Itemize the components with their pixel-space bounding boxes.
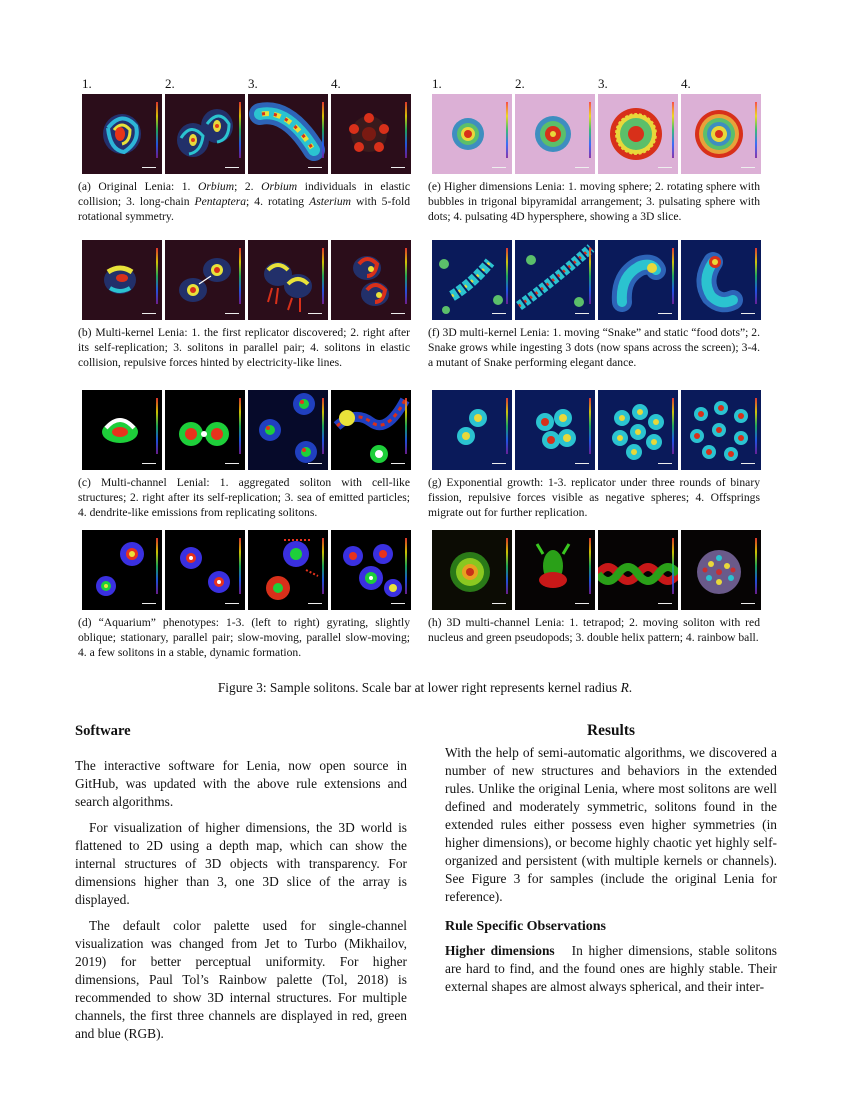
pentaptera-image bbox=[248, 94, 328, 174]
scale-bar bbox=[741, 603, 755, 604]
paragraph: The interactive software for Lenia, now open source in GitHub, was updated with the above rule extensions and search algorithms. bbox=[75, 758, 407, 809]
snake-mutant-dance-image-2 bbox=[681, 240, 761, 320]
scale-bar bbox=[391, 313, 405, 314]
colorbar bbox=[156, 248, 158, 304]
colorbar bbox=[672, 102, 674, 158]
stable-formation-image bbox=[331, 530, 411, 610]
parallel-pair-image bbox=[248, 240, 328, 320]
results-section bbox=[445, 722, 777, 996]
scale-bar bbox=[391, 167, 405, 168]
slow-moving-pair-image bbox=[248, 530, 328, 610]
scale-bar bbox=[575, 463, 589, 464]
moving-sphere-image bbox=[432, 94, 512, 174]
colorbar bbox=[322, 398, 324, 454]
binary-fission-image-2 bbox=[515, 390, 595, 470]
colorbar bbox=[589, 398, 591, 454]
stationary-pair-image bbox=[165, 530, 245, 610]
figure-panel-h bbox=[428, 512, 760, 645]
snake-ingesting-image bbox=[515, 240, 595, 320]
scale-bar bbox=[658, 463, 672, 464]
offspring-migration-image bbox=[681, 390, 761, 470]
scale-bar bbox=[391, 603, 405, 604]
asterium-image bbox=[331, 94, 411, 174]
self-replication-image bbox=[165, 240, 245, 320]
double-helix-image bbox=[598, 530, 678, 610]
colorbar bbox=[239, 102, 241, 158]
scale-bar bbox=[658, 313, 672, 314]
colorbar bbox=[322, 538, 324, 594]
scale-bar bbox=[492, 313, 506, 314]
colorbar bbox=[755, 102, 757, 158]
colorbar bbox=[672, 398, 674, 454]
snake-mutant-dance-image-1 bbox=[598, 240, 678, 320]
panel-caption-h: (h) 3D multi-channel Lenia: 1. tetrapod; 2. moving soliton with red nucleus and green pseudopods; 3. double helix pattern; 4. rainbow ball. bbox=[428, 616, 760, 644]
colorbar bbox=[589, 102, 591, 158]
figure-caption: Figure 3: Sample solitons. Scale bar at lower right represents kernel radius R. bbox=[217, 680, 633, 695]
scale-bar bbox=[308, 603, 322, 604]
colorbar bbox=[156, 538, 158, 594]
rotating-sphere-image bbox=[515, 94, 595, 174]
colorbar bbox=[506, 248, 508, 304]
scale-bar bbox=[575, 313, 589, 314]
paragraph: For visualization of higher dimensions, the 3D world is flattened to 2D using a depth map, which can show the internal structures of 3D objects with transparency. For dimensions higher than 3, one 3D slice of the array is displayed. bbox=[75, 820, 407, 907]
paragraph bbox=[445, 942, 777, 996]
colorbar bbox=[156, 398, 158, 454]
panel-number-3: 3. bbox=[248, 76, 258, 91]
panel-number-4: 4. bbox=[681, 76, 691, 91]
elastic-collision-image bbox=[331, 240, 411, 320]
colorbar bbox=[405, 102, 407, 158]
cell-like-soliton-image bbox=[82, 390, 162, 470]
section-heading: Software bbox=[75, 723, 131, 739]
colorbar bbox=[239, 398, 241, 454]
panel-number-1: 1. bbox=[82, 76, 92, 91]
scale-bar bbox=[492, 463, 506, 464]
snake-food-dots-image bbox=[432, 240, 512, 320]
dendrite-emissions-image bbox=[331, 390, 411, 470]
scale-bar bbox=[142, 167, 156, 168]
colorbar bbox=[755, 248, 757, 304]
panel-caption-g: (g) Exponential growth: 1-3. replicator under three rounds of binary fission, repulsive forces visible as negative spheres; 4. Offsprings migrate out for further replication. bbox=[428, 476, 760, 519]
multichannel-replication-image bbox=[165, 390, 245, 470]
colorbar bbox=[589, 538, 591, 594]
subsection-heading: Rule Specific Observations bbox=[445, 919, 606, 934]
paragraph-text: In higher dimensions, stable solitons are hard to find, and the found ones are highly stable. Their external shapes are almost always spherical, and their inter- bbox=[445, 943, 777, 994]
panel-number-3: 3. bbox=[598, 76, 608, 91]
scale-bar bbox=[492, 603, 506, 604]
figure-panel-f bbox=[428, 222, 760, 370]
scale-bar bbox=[225, 603, 239, 604]
scale-bar bbox=[575, 603, 589, 604]
scale-bar bbox=[142, 603, 156, 604]
colorbar bbox=[405, 538, 407, 594]
panel-number-4: 4. bbox=[331, 76, 341, 91]
figure-panel-c bbox=[78, 372, 410, 520]
figure-panel-e bbox=[428, 76, 760, 224]
scale-bar bbox=[142, 313, 156, 314]
scale-bar bbox=[142, 463, 156, 464]
panel-number-2: 2. bbox=[515, 76, 525, 91]
colorbar bbox=[239, 538, 241, 594]
paragraph: With the help of semi-automatic algorithms, we discovered a number of new structures and behaviors in the extended rules. Unlike the original Lenia, where most solitons are well defined and moderately symmetric, solitons found in the extended rules either possess even higher symmetries (in higher dimensions), or become highly chaotic yet highly self-organized and persistent (with multiple kernels or channels). See Figure 3 for samples (include the original Lenia for reference). bbox=[445, 745, 777, 904]
panel-caption-e: (e) Higher dimensions Lenia: 1. moving sphere; 2. rotating sphere with bubbles in trigonal bipyramidal arrangement; 3. pulsating sphere with dots; 4. pulsating 4D hypersphere, showing a 3D slice. bbox=[428, 180, 760, 223]
colorbar bbox=[755, 398, 757, 454]
colorbar bbox=[405, 248, 407, 304]
section-heading: Results bbox=[587, 722, 635, 739]
scale-bar bbox=[225, 167, 239, 168]
panel-caption-a: (a) Original Lenia: 1. Orbium; 2. Orbium individuals in elastic collision; 3. long-chain Pentaptera; 4. rotating Asterium with 5-fold rotational symmetry. bbox=[78, 180, 411, 223]
orbium-image bbox=[82, 94, 162, 174]
scale-bar bbox=[741, 463, 755, 464]
rainbow-ball-image bbox=[681, 530, 761, 610]
panel-number-2: 2. bbox=[165, 76, 175, 91]
software-section bbox=[75, 722, 407, 1043]
first-replicator-image bbox=[82, 240, 162, 320]
colorbar bbox=[405, 398, 407, 454]
panel-caption-c: (c) Multi-channel Lenial: 1. aggregated soliton with cell-like structures; 2. right after its self-replication; 3. sea of emitted particles; 4. dendrite-like emissions from replicating solitons. bbox=[78, 476, 410, 519]
scale-bar bbox=[658, 603, 672, 604]
scale-bar bbox=[658, 167, 672, 168]
figure-panel-b bbox=[78, 222, 410, 370]
pulsating-sphere-image bbox=[598, 94, 678, 174]
colorbar bbox=[506, 398, 508, 454]
gyrating-image bbox=[82, 530, 162, 610]
panel-number-1: 1. bbox=[432, 76, 442, 91]
red-nucleus-soliton-image bbox=[515, 530, 595, 610]
scale-bar bbox=[308, 313, 322, 314]
scale-bar bbox=[391, 463, 405, 464]
figure-panel-g bbox=[428, 372, 760, 520]
panel-caption-d: (d) “Aquarium” phenotypes: 1-3. (left to right) gyrating, slightly oblique; stationary, parallel pair; slow-moving, parallel slow-moving; 4. a few solitons in a stable, dynamic formation. bbox=[78, 616, 410, 659]
colorbar bbox=[672, 248, 674, 304]
colorbar bbox=[322, 102, 324, 158]
panel-numbers bbox=[78, 76, 410, 92]
paragraph: The default color palette used for single-channel visualization was changed from Jet to Turbo (Mikhailov, 2019) for better perceptual uniformity. For higher dimensions, Paul Tol’s Rainbow palette (Tol, 2018) is recommended to show 3D internal structures. For multiple channels, the first three channels are displayed in red, green and blue (RGB). bbox=[75, 918, 407, 1041]
colorbar bbox=[506, 102, 508, 158]
colorbar bbox=[755, 538, 757, 594]
panel-numbers bbox=[428, 76, 760, 92]
scale-bar bbox=[492, 167, 506, 168]
emitted-particles-image bbox=[248, 390, 328, 470]
scale-bar bbox=[308, 463, 322, 464]
scale-bar bbox=[225, 313, 239, 314]
scale-bar bbox=[575, 167, 589, 168]
binary-fission-image-1 bbox=[432, 390, 512, 470]
orbium-collision-image bbox=[165, 94, 245, 174]
scale-bar bbox=[225, 463, 239, 464]
tetrapod-image bbox=[432, 530, 512, 610]
run-in-heading: Higher dimensions bbox=[445, 943, 555, 958]
binary-fission-image-3 bbox=[598, 390, 678, 470]
colorbar bbox=[156, 102, 158, 158]
figure-panel-d bbox=[78, 512, 410, 660]
colorbar bbox=[322, 248, 324, 304]
colorbar bbox=[506, 538, 508, 594]
hypersphere-slice-image bbox=[681, 94, 761, 174]
panel-caption-b: (b) Multi-kernel Lenia: 1. the first replicator discovered; 2. right after its self-replication; 3. solitons in parallel pair; 4. solitons in elastic collision, repulsive forces hinted by electricity-like lines. bbox=[78, 326, 410, 369]
colorbar bbox=[589, 248, 591, 304]
colorbar bbox=[239, 248, 241, 304]
scale-bar bbox=[741, 313, 755, 314]
colorbar bbox=[672, 538, 674, 594]
figure-panel-a bbox=[78, 76, 410, 224]
scale-bar bbox=[741, 167, 755, 168]
panel-caption-f: (f) 3D multi-kernel Lenia: 1. moving “Snake” and static “food dots”; 2. Snake grows while ingesting 3 dots (now spans across the screen); 3-4. a mutant of Snake performing elegant dance. bbox=[428, 326, 760, 369]
scale-bar bbox=[308, 167, 322, 168]
